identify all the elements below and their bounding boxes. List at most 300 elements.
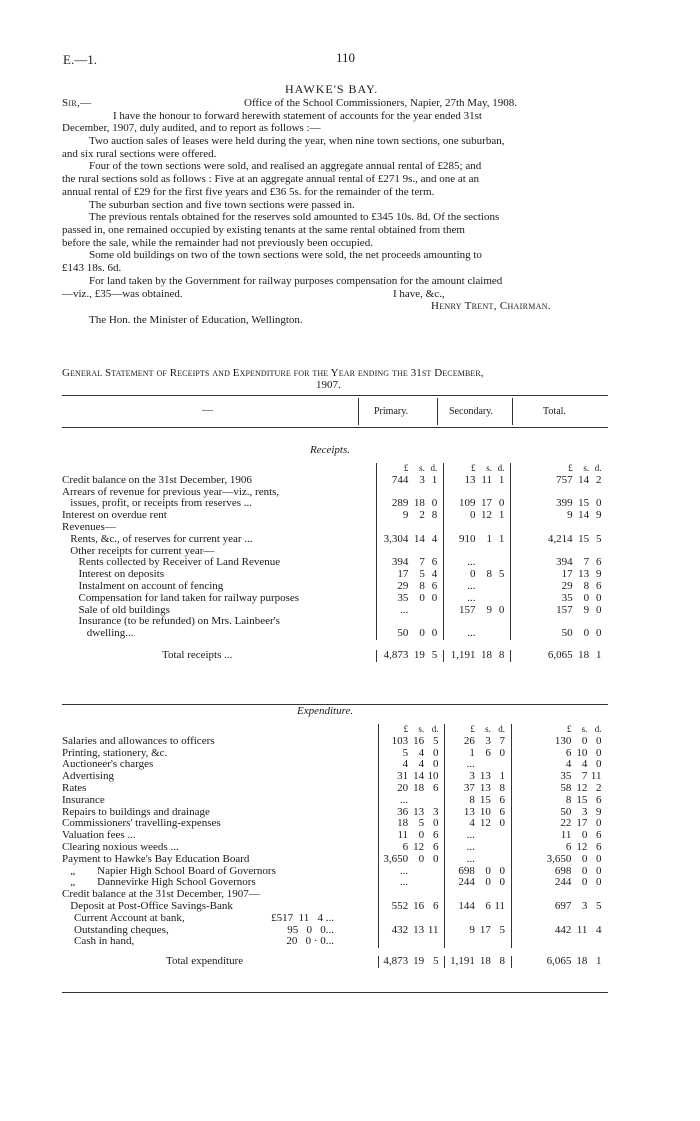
total-pence: 6 (596, 829, 602, 842)
column-header-secondary: Secondary. (449, 406, 494, 417)
empty-cell (378, 936, 412, 948)
row-description: Rents, &c., of reserves for current year ... (62, 532, 253, 545)
secondary-pence: 0 (499, 746, 505, 759)
secondary-pounds: 4 (445, 818, 479, 830)
primary-pounds: 31 (378, 771, 412, 783)
total-shillings: 14 (578, 473, 590, 486)
table-row (62, 901, 608, 913)
total-shillings: 0 (581, 734, 588, 747)
primary-shillings: 4 (418, 758, 425, 771)
secondary-pence: 7 (499, 734, 505, 747)
total-exp-secondary-pence: 8 (499, 955, 505, 968)
total-exp-primary-pence: 5 (432, 955, 439, 968)
empty-cell (575, 936, 590, 948)
table-row (62, 818, 608, 830)
primary-pounds: 17 (377, 569, 413, 581)
table-row (62, 522, 608, 534)
total-shillings: 3 (581, 805, 588, 818)
row-description: Payment to Hawke's Bay Education Board (62, 852, 250, 865)
table-row (62, 475, 608, 487)
secondary-pence (495, 593, 511, 605)
statement-title-year: 1907. (316, 379, 341, 391)
secondary-pence: 5 (498, 568, 505, 581)
primary-pounds: 6 (378, 842, 412, 854)
secondary-pounds: ... (445, 830, 479, 842)
unit-pounds: £ (444, 463, 480, 475)
secondary-pounds: 910 (444, 534, 480, 546)
table-row (62, 628, 608, 640)
secondary-pence: 1 (498, 473, 505, 486)
unit-shillings: s. (485, 724, 491, 734)
secondary-shillings: 10 (479, 805, 491, 818)
primary-shillings (412, 866, 427, 878)
row-description: Salaries and allowances to officers (62, 734, 215, 747)
primary-shillings: 5 (419, 568, 425, 581)
primary-shillings: 2 (419, 509, 425, 522)
secondary-shillings: 3 (485, 734, 491, 747)
total-pence (592, 522, 607, 534)
empty-cell (590, 936, 607, 948)
total-pence: 11 (590, 770, 602, 783)
primary-shillings: 18 (413, 781, 425, 794)
total-pounds: 130 (511, 736, 575, 748)
primary-pounds: ... (378, 795, 412, 807)
secondary-pounds: ... (444, 557, 480, 569)
total-pence: 6 (596, 579, 602, 592)
secondary-pounds: 26 (445, 736, 479, 748)
primary-pence: 0 (432, 746, 439, 759)
primary-shillings: 0 (419, 627, 425, 640)
total-shillings: 0 (583, 591, 590, 604)
total-pounds: 157 (511, 605, 577, 617)
primary-pounds: 3,304 (377, 534, 413, 546)
primary-pounds (377, 522, 413, 534)
primary-pence: 1 (431, 473, 438, 486)
page-number: 110 (336, 50, 356, 65)
secondary-shillings: 9 (486, 603, 492, 616)
primary-pence: 4 (431, 568, 438, 581)
total-pounds: 4 (511, 759, 575, 771)
total-pounds: 6 (511, 748, 575, 760)
secondary-pence: 1 (498, 532, 505, 545)
secondary-shillings: 12 (480, 509, 492, 522)
row-description: Compensation for land taken for railway purposes (62, 591, 300, 604)
row-description: Advertising (62, 770, 114, 783)
primary-shillings: 4 (418, 746, 425, 759)
secondary-shillings (480, 546, 495, 558)
primary-pounds: 289 (377, 498, 413, 510)
total-shillings: 17 (576, 817, 588, 830)
secondary-pounds: 144 (445, 901, 479, 913)
total-receipts-primary-shillings: 19 (413, 648, 425, 661)
secondary-pounds: 0 (444, 510, 480, 522)
primary-pence: 6 (431, 556, 438, 569)
table-top-rule (62, 395, 608, 396)
letter-line: I have the honour to forward herewith statement of accounts for the year ended 31st (113, 110, 482, 122)
table-row (62, 510, 608, 522)
row-description: Arrears of revenue for previous year—viz., rents, (62, 485, 280, 498)
total-pence: 0 (596, 497, 602, 510)
secondary-pence: 0 (499, 864, 505, 877)
row-description: Clearing noxious weeds ... (62, 840, 179, 853)
letter-line: The previous rentals obtained for the reserves sold amounted to £345 10s. 8d. Of the sections (89, 211, 500, 223)
total-shillings: 15 (578, 532, 590, 545)
primary-pence: 0 (431, 497, 438, 510)
total-pounds: 757 (511, 475, 577, 487)
empty-cell (427, 913, 445, 925)
bank-line-label: Outstanding cheques, (74, 923, 169, 936)
primary-pounds: 4 (378, 759, 412, 771)
primary-pence: 6 (432, 829, 439, 842)
primary-shillings: 3 (419, 473, 425, 486)
primary-shillings: 5 (418, 817, 425, 830)
primary-pence: 3 (432, 805, 439, 818)
secondary-pounds: ... (445, 759, 479, 771)
total-shillings: 0 (583, 627, 590, 640)
secondary-pence (494, 842, 512, 854)
total-pence: 5 (596, 899, 602, 912)
primary-shillings: 12 (413, 840, 425, 853)
letter-line: December, 1907, duly audited, and to report as follows :— (62, 122, 321, 134)
total-shillings: 12 (576, 840, 588, 853)
primary-pounds: 744 (377, 475, 413, 487)
primary-pounds: 394 (377, 557, 413, 569)
total-pence: 6 (596, 556, 602, 569)
unit-pence: d. (498, 724, 505, 734)
total-shillings: 7 (583, 556, 590, 569)
bank-total-pence: 4 (596, 923, 602, 936)
row-description: Rates (62, 781, 87, 794)
secondary-pence: 0 (498, 497, 505, 510)
row-description: Credit balance on the 31st December, 1906 (62, 473, 252, 486)
row-description: Printing, stationery, &c. (62, 746, 168, 759)
unit-pence: d. (431, 724, 439, 734)
total-receipts-secondary-shillings: 18 (480, 648, 492, 661)
secondary-pence (495, 581, 511, 593)
primary-shillings: 7 (419, 556, 425, 569)
primary-pence: 4 (431, 532, 438, 545)
row-description: Revenues— (62, 520, 116, 533)
total-expenditure-row (62, 956, 608, 968)
primary-pounds: 20 (378, 783, 412, 795)
row-description: Commissioners' travelling-expenses (62, 817, 221, 830)
receipts-label: Receipts. (310, 444, 351, 456)
row-description: Valuation fees ... (62, 829, 136, 842)
total-pence: 0 (596, 876, 602, 889)
page-code: E.—1. (63, 52, 97, 67)
primary-pounds: 3,650 (378, 854, 412, 866)
letter-line: Two auction sales of leases were held during the year, when nine town sections, one suburban, (89, 135, 505, 147)
primary-pence: 6 (432, 840, 439, 853)
secondary-shillings: 8 (486, 568, 492, 581)
primary-pounds: 50 (377, 628, 413, 640)
total-exp-primary-pounds: 4,873 (378, 956, 412, 968)
row-description: Instalment on account of fencing (62, 579, 224, 592)
secondary-pounds: 157 (444, 605, 480, 617)
secondary-pounds: 8 (445, 795, 479, 807)
primary-shillings (412, 877, 427, 889)
total-shillings: 0 (581, 829, 588, 842)
table-row (62, 842, 608, 854)
total-shillings: 13 (578, 568, 590, 581)
primary-pence (427, 795, 445, 807)
unit-shillings: s. (583, 463, 590, 473)
secondary-shillings: 15 (479, 793, 491, 806)
total-shillings: 3 (581, 899, 588, 912)
primary-pence: 8 (431, 509, 438, 522)
total-pence: 0 (596, 591, 602, 604)
total-pence: 9 (596, 509, 602, 522)
unit-shillings: s. (419, 463, 425, 473)
primary-shillings: 16 (413, 734, 425, 747)
primary-pence: 10 (427, 770, 439, 783)
total-receipts-row (62, 650, 608, 662)
total-shillings: 0 (581, 876, 588, 889)
total-pence: 6 (596, 793, 602, 806)
column-rule (358, 398, 359, 425)
secondary-pounds: 3 (445, 771, 479, 783)
secondary-pence: 6 (499, 793, 505, 806)
empty-cell (479, 936, 494, 948)
total-shillings: 14 (578, 509, 590, 522)
table-row (62, 795, 608, 807)
column-rule (437, 398, 438, 425)
row-description: Other receipts for current year— (62, 544, 215, 557)
total-pounds: 6 (511, 842, 575, 854)
bank-line (62, 913, 378, 925)
empty-cell (590, 913, 607, 925)
total-pounds: 697 (511, 901, 575, 913)
total-shillings: 0 (581, 864, 588, 877)
total-shillings: 0 (581, 852, 588, 865)
primary-pounds: 9 (377, 510, 413, 522)
total-exp-total-pounds: 6,065 (511, 956, 575, 968)
primary-pence (428, 605, 444, 617)
total-pence: 0 (596, 758, 602, 771)
bank-primary-pence: 11 (427, 923, 439, 936)
empty-cell (445, 913, 479, 925)
secondary-pence (495, 616, 511, 628)
secondary-shillings: 1 (486, 532, 492, 545)
primary-pence (427, 866, 445, 878)
primary-pence: 0 (431, 627, 438, 640)
total-pounds: 17 (511, 569, 577, 581)
total-shillings: 10 (576, 746, 588, 759)
unit-pounds: £ (445, 724, 479, 736)
bank-line (62, 936, 378, 948)
total-pence: 0 (596, 627, 602, 640)
secondary-pounds: ... (444, 581, 480, 593)
row-description: Insurance (to be refunded) on Mrs. Lainbeer's (62, 615, 280, 628)
table-row (62, 783, 608, 795)
primary-shillings: 8 (419, 579, 425, 592)
total-pounds: 35 (511, 771, 575, 783)
primary-shillings (412, 605, 427, 617)
secondary-shillings: 0 (485, 876, 491, 889)
secondary-shillings: 17 (480, 497, 492, 510)
bank-line-row (62, 913, 608, 925)
unit-pounds: £ (511, 463, 577, 475)
secondary-shillings (480, 616, 495, 628)
letter-line: Four of the town sections were sold, and realised an aggregate annual rental of £285; and (89, 160, 482, 172)
total-pence: 9 (596, 568, 602, 581)
secondary-pence: 0 (498, 603, 505, 616)
secondary-shillings (480, 522, 495, 534)
secondary-pence (495, 628, 511, 640)
secondary-pence (494, 854, 512, 866)
unit-shillings: s. (486, 463, 492, 473)
table-row (62, 581, 608, 593)
total-pounds: 29 (511, 581, 577, 593)
total-shillings: 15 (576, 793, 588, 806)
primary-pounds: 5 (378, 748, 412, 760)
empty-cell (511, 913, 575, 925)
primary-shillings: 0 (418, 852, 425, 865)
row-description: Deposit at Post-Office Savings-Bank (62, 899, 233, 912)
letter-line: before the sale, while the remainder had not previously been occupied. (62, 237, 373, 249)
letter-closing: I have, &c., (393, 288, 445, 300)
secondary-pounds: ... (445, 842, 479, 854)
letter-signature: Henry Trent, Chairman. (431, 300, 551, 312)
total-exp-secondary-shillings: 18 (479, 955, 491, 968)
primary-shillings (412, 795, 427, 807)
primary-pounds: 11 (378, 830, 412, 842)
primary-pence: 5 (432, 734, 439, 747)
bank-total-shillings: 11 (576, 923, 588, 936)
total-pence: 0 (596, 852, 602, 865)
secondary-shillings (479, 842, 494, 854)
row-description: Insurance (62, 793, 105, 806)
bank-primary-pounds: 432 (378, 925, 412, 937)
table-row (62, 759, 608, 771)
letter-line: For land taken by the Government for railway purposes compensation for the amount claimed (89, 275, 503, 287)
empty-cell (575, 913, 590, 925)
primary-shillings: 0 (418, 829, 425, 842)
letter-line: and six rural sections were offered. (62, 148, 217, 160)
column-rule (512, 398, 513, 425)
primary-pounds: ... (378, 866, 412, 878)
primary-shillings: 18 (413, 497, 425, 510)
primary-pence: 0 (432, 758, 439, 771)
letter-salutation: Sir,— (62, 97, 92, 109)
empty-cell (412, 936, 427, 948)
primary-pounds: 29 (377, 581, 413, 593)
expenditure-label: Expenditure. (297, 705, 354, 717)
bank-line-row (62, 936, 608, 948)
secondary-shillings (479, 830, 494, 842)
primary-pounds: 36 (378, 807, 412, 819)
secondary-pounds: ... (444, 628, 480, 640)
unit-pence: d. (594, 463, 602, 473)
unit-pounds: £ (377, 463, 413, 475)
letter-dateline: Office of the School Commissioners, Napier, 27th May, 1908. (244, 97, 517, 109)
total-exp-total-shillings: 18 (576, 955, 588, 968)
total-pounds: 50 (511, 628, 577, 640)
secondary-shillings (480, 581, 495, 593)
total-shillings: 8 (583, 579, 590, 592)
secondary-pence: 6 (499, 805, 505, 818)
empty-cell (494, 913, 512, 925)
total-receipts-secondary-pounds: 1,191 (444, 650, 480, 662)
total-shillings: 9 (583, 603, 590, 616)
empty-cell (427, 936, 445, 948)
total-pounds: 50 (511, 807, 575, 819)
primary-shillings (412, 522, 427, 534)
row-description: Auctioneer's charges (62, 758, 154, 771)
primary-pounds: 552 (378, 901, 412, 913)
letter-line: £143 18s. 6d. (62, 262, 122, 274)
secondary-pounds: 37 (445, 783, 479, 795)
primary-pence (427, 877, 445, 889)
secondary-shillings: 0 (485, 864, 491, 877)
total-pence: 0 (596, 864, 602, 877)
primary-pounds: 103 (378, 736, 412, 748)
secondary-pence: 1 (499, 770, 505, 783)
table-header-rule (62, 427, 608, 428)
row-description: „ Napier High School Board of Governors (62, 864, 276, 877)
empty-cell (479, 913, 494, 925)
total-receipts-total-shillings: 18 (578, 648, 590, 661)
total-expenditure-label: Total expenditure (166, 955, 244, 968)
secondary-shillings (480, 628, 495, 640)
bank-line-amount: 20 0 · 0... (286, 935, 334, 948)
total-shillings: 7 (581, 770, 588, 783)
primary-pence (428, 522, 444, 534)
total-pounds: 3,650 (511, 854, 575, 866)
table-row (62, 593, 608, 605)
table-bottom-rule (62, 992, 608, 993)
receipts-table (62, 463, 608, 662)
letter-line: The suburban section and five town sections were passed in. (89, 199, 355, 211)
empty-cell (445, 936, 479, 948)
primary-pounds: 35 (377, 593, 413, 605)
secondary-pounds: 1 (445, 748, 479, 760)
secondary-shillings: 11 (481, 473, 492, 486)
unit-shillings: s. (581, 724, 588, 734)
unit-pounds: £ (511, 724, 575, 736)
row-description: Interest on overdue rent (62, 509, 167, 522)
empty-cell (378, 913, 412, 925)
total-pounds: 399 (511, 498, 577, 510)
primary-shillings: 14 (413, 770, 425, 783)
row-description: Credit balance at the 31st December, 1907— (62, 888, 260, 901)
primary-pence: 6 (432, 899, 439, 912)
total-pounds: 22 (511, 818, 575, 830)
primary-shillings: 16 (413, 899, 425, 912)
section-heading: HAWKE'S BAY. (285, 82, 379, 96)
secondary-shillings: 13 (479, 770, 491, 783)
bank-secondary-pence: 5 (499, 923, 505, 936)
bank-line-label: Current Account at bank, (74, 911, 185, 924)
primary-pence: 0 (431, 591, 438, 604)
bank-line-label: Cash in hand, (74, 935, 135, 948)
total-receipts-total-pounds: 6,065 (511, 650, 577, 662)
bank-line-row (62, 925, 608, 937)
unit-pence: d. (594, 724, 602, 734)
row-description: Sale of old buildings (62, 603, 170, 616)
secondary-pence: 8 (499, 781, 505, 794)
empty-cell (494, 936, 512, 948)
total-pence: 0 (596, 817, 602, 830)
secondary-pounds: 13 (445, 807, 479, 819)
total-shillings (577, 522, 592, 534)
primary-pence: 0 (432, 817, 439, 830)
total-pence: 5 (596, 532, 602, 545)
column-header-total: Total. (543, 406, 566, 417)
table-row (62, 616, 608, 628)
primary-shillings: 14 (413, 532, 425, 545)
secondary-pence: 11 (494, 899, 505, 912)
